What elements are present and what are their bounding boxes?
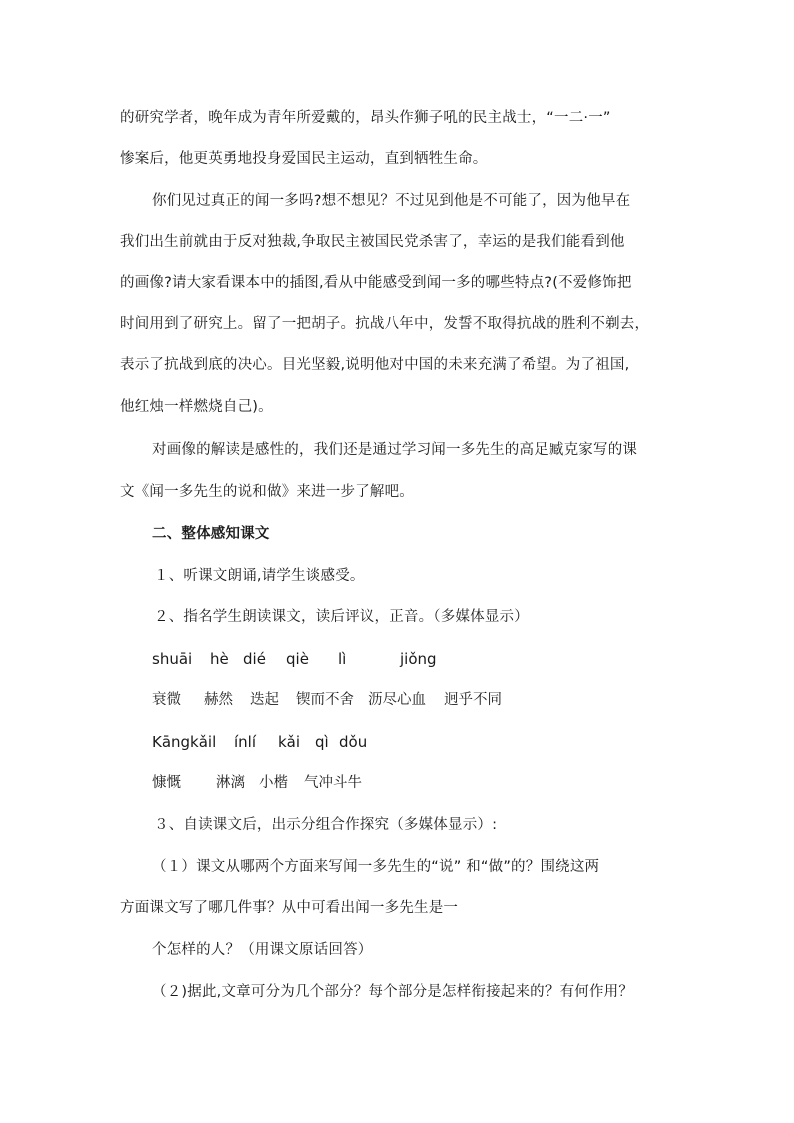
question-line: 方面课文写了哪几件事？从中可看出闻一多先生是一 [120,900,459,916]
pinyin-row [152,732,367,752]
pinyin-item: kǎi [278,733,301,751]
paragraph-line: 文《闻一多先生的说和做》来进一步了解吧。 [120,484,414,500]
pinyin-item: dié [243,650,266,668]
vocabulary-word: 赫然 [204,692,233,708]
pinyin-item: jiǒng [400,650,437,668]
question-line: （２)据此,文章可分为几个部分？每个部分是怎样衔接起来的？有何作用？ [152,984,634,1000]
paragraph-line: 我们出生前就由于反对独裁,争取民主被国民党杀害了，幸运的是我们能看到他 [120,234,625,250]
vocabulary-word: 衰微 [152,692,181,708]
paragraph-line: 他红烛一样燃烧自己)。 [120,399,273,415]
vocabulary-row [152,773,362,793]
vocabulary-word: 锲而不舍 [296,692,354,708]
pinyin-item: hè [210,650,229,668]
vocabulary-word: 迥乎不同 [444,692,502,708]
pinyin-item: qì [315,733,329,751]
vocabulary-word: 淋漓 [216,775,245,791]
vocabulary-word: 迭起 [250,692,279,708]
vocabulary-word: 慷慨 [152,775,181,791]
vocabulary-word: 气冲斗牛 [304,775,362,791]
list-item: ２、指名学生朗读课文，读后评议，正音。（多媒体显示） [154,609,529,625]
vocabulary-word: 小楷 [259,775,288,791]
pinyin-item: shuāi [152,650,193,668]
paragraph-line: 表示了抗战到底的决心。目光坚毅,说明他对中国的未来充满了希望。为了祖国, [120,357,630,373]
pinyin-item: qiè [286,650,309,668]
paragraph-line: 的画像?请大家看课本中的插图,看从中能感受到闻一多的哪些特点?(不爱修饰把 [120,275,632,291]
question-line: 个怎样的人？（用课文原话回答） [152,942,373,958]
pinyin-row [152,649,437,669]
list-item: １、听课文朗诵,请学生谈感受。 [154,568,365,584]
paragraph-line: 的研究学者，晚年成为青年所爱戴的，昂头作狮子吼的民主战士，“一二·一” [120,110,611,126]
pinyin-item: lì [338,650,347,668]
pinyin-item: ínlí [234,733,257,751]
question-line: （１）课文从哪两个方面来写闻一多先生的“说” 和“做”的？围绕这两 [152,859,600,875]
paragraph-line: 你们见过真正的闻一多吗?想不想见？不过见到他是不可能了，因为他早在 [152,193,631,209]
list-item: ３、自读课文后，出示分组合作探究（多媒体显示）: [154,817,498,833]
pinyin-item: dǒu [339,733,368,751]
paragraph-line: 时间用到了研究上。留了一把胡子。抗战八年中，发誓不取得抗战的胜利不剃去， [120,316,650,332]
section-heading: 二、整体感知课文 [152,526,270,542]
vocabulary-word: 沥尽心血 [368,692,426,708]
pinyin-item: Kāngkǎil [152,733,217,751]
paragraph-line: 惨案后，他更英勇地投身爱国民主运动，直到牺牲生命。 [120,151,488,167]
vocabulary-row [152,690,502,710]
paragraph-line: 对画像的解读是感性的，我们还是通过学习闻一多先生的高足臧克家写的课 [152,442,638,458]
